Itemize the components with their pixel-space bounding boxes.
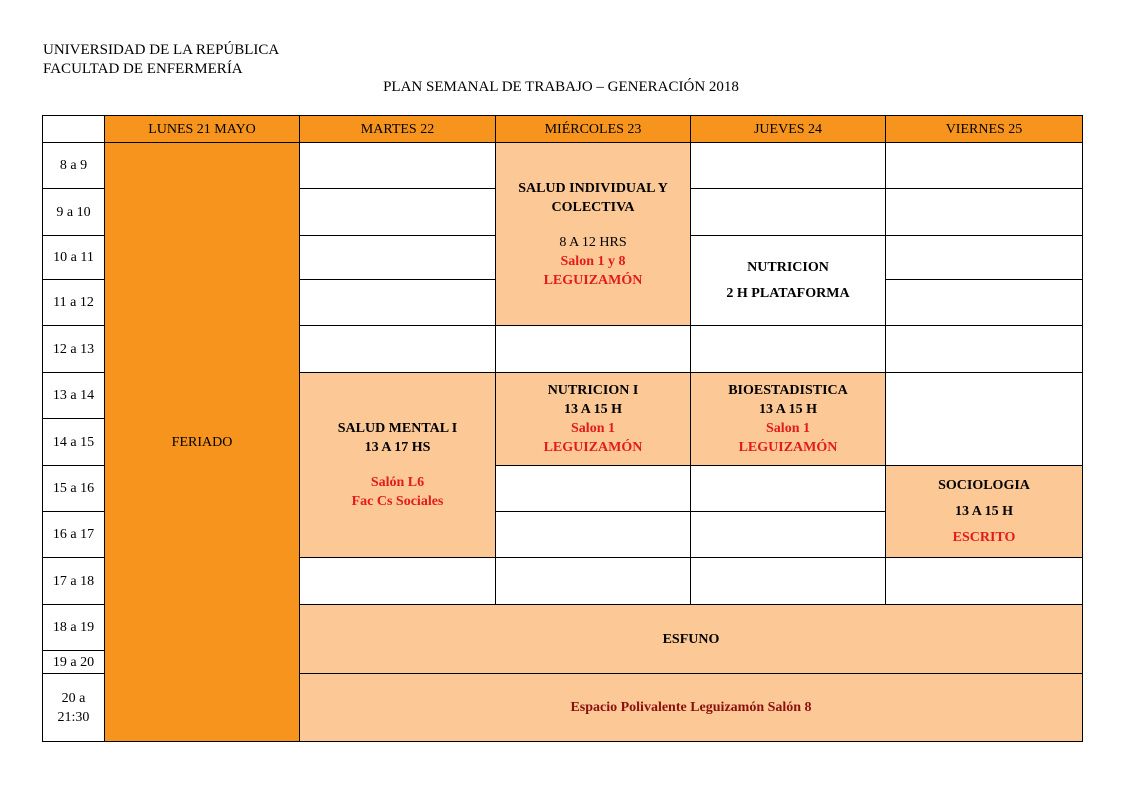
time-slot: 14 a 15 — [43, 419, 105, 466]
empty-cell — [691, 466, 886, 512]
empty-cell — [300, 280, 496, 326]
bioestadistica-block — [691, 373, 886, 466]
table-row — [43, 143, 1083, 189]
empty-cell — [886, 143, 1083, 189]
block-note: ESCRITO — [952, 530, 1016, 545]
empty-cell — [496, 326, 691, 373]
block-title: SOCIOLOGIA — [938, 478, 1030, 493]
university-name: UNIVERSIDAD DE LA REPÚBLICA — [43, 42, 280, 58]
nutricion-i-block — [496, 373, 691, 466]
time-slot: 9 a 10 — [43, 189, 105, 236]
time-slot: 19 a 20 — [43, 651, 105, 674]
empty-cell — [886, 558, 1083, 605]
block-time: 13 A 15 H — [564, 402, 622, 417]
empty-cell — [691, 326, 886, 373]
empty-cell — [300, 189, 496, 236]
time-slot: 8 a 9 — [43, 143, 105, 189]
empty-cell — [886, 373, 1083, 466]
empty-cell — [886, 326, 1083, 373]
time-slot: 11 a 12 — [43, 280, 105, 326]
day-header-miercoles: MIÉRCOLES 23 — [496, 116, 691, 143]
block-time: 13 A 15 H — [955, 504, 1013, 519]
empty-cell — [496, 512, 691, 558]
block-location: Fac Cs Sociales — [351, 494, 444, 509]
plan-title: PLAN SEMANAL DE TRABAJO – GENERACIÓN 2018 — [383, 79, 739, 95]
empty-cell — [300, 558, 496, 605]
empty-cell — [886, 189, 1083, 236]
block-location: LEGUIZAMÓN — [543, 272, 643, 288]
faculty-name: FACULTAD DE ENFERMERÍA — [43, 61, 243, 77]
time-slot: 18 a 19 — [43, 605, 105, 651]
espacio-label: Espacio Polivalente Leguizamón Salón 8 — [570, 700, 812, 715]
day-header-viernes: VIERNES 25 — [886, 116, 1083, 143]
block-title-cont: COLECTIVA — [551, 199, 635, 215]
block-location: LEGUIZAMÓN — [738, 440, 838, 455]
block-room: Salon 1 — [571, 421, 615, 436]
empty-cell — [300, 143, 496, 189]
block-room: Salon 1 — [766, 421, 810, 436]
day-header-martes: MARTES 22 — [300, 116, 496, 143]
empty-cell — [691, 512, 886, 558]
time-slot: 17 a 18 — [43, 558, 105, 605]
feriado-block — [105, 143, 300, 742]
espacio-polivalente-block — [300, 674, 1083, 742]
corner-cell — [43, 116, 105, 143]
salud-individual-block — [496, 143, 691, 326]
time-slot: 16 a 17 — [43, 512, 105, 558]
empty-cell — [691, 143, 886, 189]
block-detail: 2 H PLATAFORMA — [726, 286, 850, 301]
empty-cell — [496, 466, 691, 512]
time-slot: 15 a 16 — [43, 466, 105, 512]
block-title: BIOESTADISTICA — [728, 383, 848, 398]
header-row — [43, 116, 1083, 143]
block-time: 8 A 12 HRS — [559, 234, 627, 250]
empty-cell — [886, 280, 1083, 326]
block-title: NUTRICION I — [547, 383, 639, 398]
block-title: NUTRICION — [747, 260, 829, 275]
empty-cell — [496, 558, 691, 605]
empty-cell — [886, 236, 1083, 280]
block-location: LEGUIZAMÓN — [543, 440, 643, 455]
block-title: SALUD INDIVIDUAL Y — [518, 180, 668, 196]
block-room: Salon 1 y 8 — [560, 253, 626, 269]
day-header-lunes: LUNES 21 MAYO — [105, 116, 300, 143]
block-time: 13 A 17 HS — [364, 440, 431, 455]
nutricion-jueves-block — [691, 236, 886, 326]
time-slot: 13 a 14 — [43, 373, 105, 419]
time-slot: 12 a 13 — [43, 326, 105, 373]
sociologia-block — [886, 466, 1083, 558]
feriado-label: FERIADO — [171, 434, 233, 450]
empty-cell — [691, 189, 886, 236]
time-slot: 20 a 21:30 — [43, 674, 105, 742]
time-slot: 10 a 11 — [43, 236, 105, 280]
empty-cell — [691, 558, 886, 605]
block-room: Salón L6 — [370, 475, 425, 490]
weekly-schedule-table — [42, 115, 1083, 742]
empty-cell — [300, 236, 496, 280]
block-title: SALUD MENTAL I — [337, 421, 458, 436]
day-header-jueves: JUEVES 24 — [691, 116, 886, 143]
block-time: 13 A 15 H — [759, 402, 817, 417]
salud-mental-block — [300, 373, 496, 558]
esfuno-label: ESFUNO — [662, 631, 720, 647]
esfuno-block — [300, 605, 1083, 674]
empty-cell — [300, 326, 496, 373]
